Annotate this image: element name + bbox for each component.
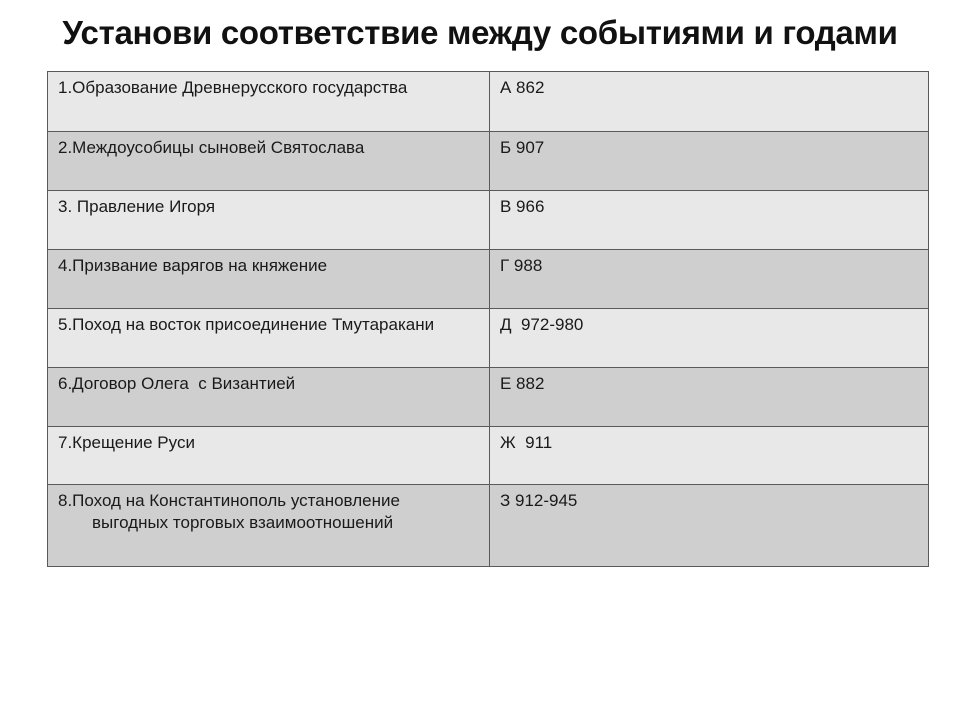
year-text: А 862: [500, 78, 545, 97]
year-cell: [490, 191, 929, 250]
event-text: 1.Образование Древнерусского государства: [58, 78, 408, 97]
table-row: [48, 485, 929, 567]
year-text: Д 972-980: [500, 315, 584, 334]
year-cell: [490, 368, 929, 427]
year-text: З 912-945: [500, 491, 578, 510]
table-row: [48, 250, 929, 309]
event-cell: [48, 309, 490, 368]
year-cell: [490, 309, 929, 368]
table-row: [48, 132, 929, 191]
table-row: [48, 309, 929, 368]
year-cell: [490, 250, 929, 309]
year-text: Е 882: [500, 374, 545, 393]
year-text: Ж 911: [500, 433, 553, 452]
event-cell: [48, 250, 490, 309]
event-cell: [48, 368, 490, 427]
event-cell: [48, 485, 490, 567]
event-text: 7.Крещение Руси: [58, 433, 195, 452]
event-text: 4.Призвание варягов на княжение: [58, 256, 328, 275]
year-text: Б 907: [500, 138, 545, 157]
event-text: 2.Междоусобицы сыновей Святослава: [58, 138, 365, 157]
table-row: [48, 368, 929, 427]
table-row: [48, 191, 929, 250]
event-text: 5.Поход на восток присоединение Тмутаракани: [58, 315, 435, 334]
year-cell: [490, 427, 929, 485]
event-text: 8.Поход на Константинополь установление выгодных торговых взаимоотношений: [58, 491, 410, 532]
slide-title: Установи соответствие между событиями и годами: [62, 14, 898, 51]
table-row: [48, 72, 929, 132]
events-years-table: [47, 71, 929, 567]
event-text: 3. Правление Игоря: [58, 197, 216, 216]
event-cell: [48, 132, 490, 191]
year-cell: [490, 72, 929, 132]
year-cell: [490, 485, 929, 567]
year-text: Г 988: [500, 256, 543, 275]
event-cell: [48, 72, 490, 132]
event-text: 6.Договор Олега с Византией: [58, 374, 296, 393]
table-row: [48, 427, 929, 485]
year-text: В 966: [500, 197, 545, 216]
event-cell: [48, 427, 490, 485]
year-cell: [490, 132, 929, 191]
event-cell: [48, 191, 490, 250]
